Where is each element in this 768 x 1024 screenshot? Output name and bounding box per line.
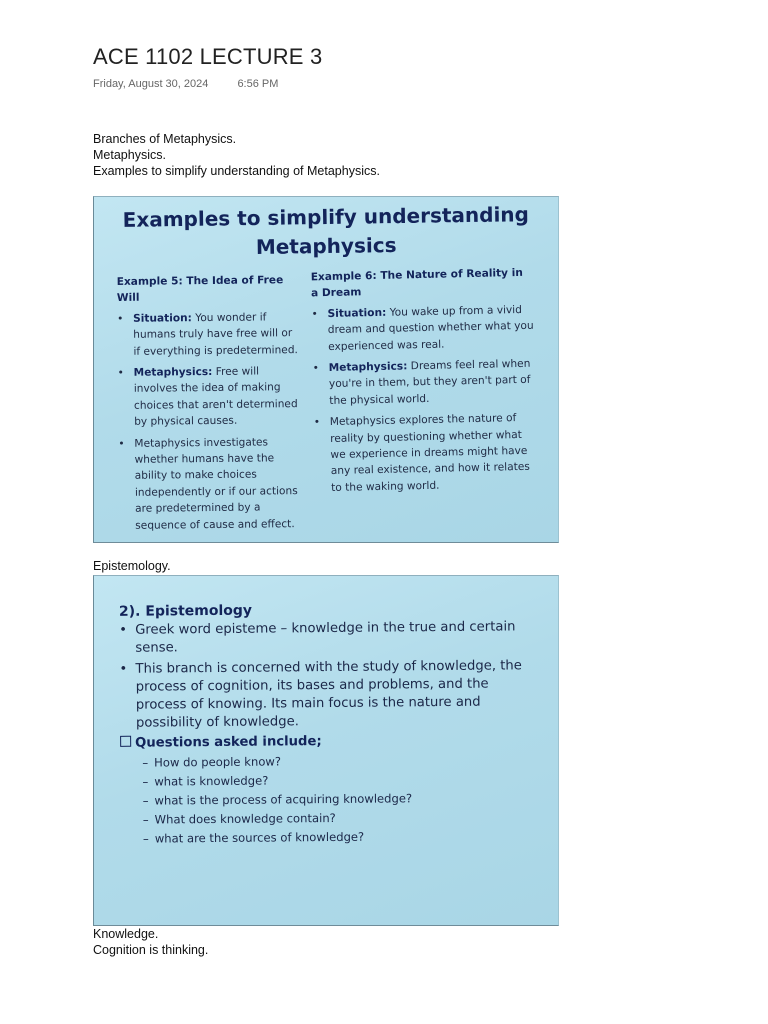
- column-heading: Example 5: The Idea of Free Will: [116, 274, 284, 305]
- slide-heading: [94, 200, 559, 264]
- note-epistemology: Epistemology.: [93, 559, 171, 573]
- column-heading: Example 6: The Nature of Reality in a Dream: [310, 266, 524, 300]
- bullet-text: You wonder if humans truly have free will or if everything is predetermined.: [133, 311, 298, 358]
- bullet-item: [314, 410, 538, 497]
- note-line: Knowledge.: [93, 927, 159, 941]
- slide-heading-line: Metaphysics: [255, 233, 397, 259]
- question-item: – what is the process of acquiring knowledge?: [143, 788, 541, 810]
- bullet-item: [311, 302, 534, 356]
- bullet-item: [312, 356, 535, 410]
- bullet-item: • Greek word episteme – knowledge in the true and certain sense.: [119, 618, 539, 658]
- bullet-label: Situation:: [327, 306, 387, 320]
- page-meta: [93, 78, 278, 90]
- bullet-text: Dreams feel real when you're in them, but they aren't part of the physical world.: [328, 357, 531, 407]
- checkbox-bullet-icon: [120, 736, 131, 747]
- bullet-label: Situation:: [133, 311, 192, 325]
- question-item: – what are the sources of knowledge?: [143, 826, 541, 848]
- bullet-item: [117, 309, 302, 360]
- bullet-text: Free will involves the idea of making choices that aren't determined by physical causes.: [133, 365, 298, 429]
- page-date: Friday, August 30, 2024: [93, 78, 209, 90]
- bullet-item: [118, 363, 303, 431]
- bullet-text: Metaphysics explores the nature of reality by questioning whether what we experience in dreams might have any real existence, and how it relates to the waking world.: [329, 412, 530, 494]
- question-item: – what is knowledge?: [142, 769, 540, 791]
- slide-column-dream-reality: [311, 265, 538, 502]
- note-block-bottom: [93, 926, 208, 958]
- bullet-text: Metaphysics investigates whether humans have the ability to make choices independently or if our actions are predetermined by a sequence of cause and effect.: [134, 436, 298, 532]
- page-title: ACE 1102 LECTURE 3: [93, 44, 323, 69]
- note-line: Metaphysics.: [93, 148, 166, 162]
- note-line: Cognition is thinking.: [93, 943, 209, 957]
- note-block-top: [93, 131, 380, 179]
- bullet-item: [118, 434, 303, 534]
- bullet-label: Metaphysics:: [328, 360, 408, 375]
- question-item: – What does knowledge contain?: [143, 807, 541, 829]
- slide-heading: 2). Epistemology: [118, 602, 253, 620]
- slide-heading-line: Examples to simplify understanding: [122, 202, 530, 232]
- note-line: Branches of Metaphysics.: [93, 132, 237, 146]
- slide-column-free-will: [117, 272, 304, 539]
- questions-heading: [120, 732, 540, 751]
- note-line: Examples to simplify understanding of Metaphysics.: [93, 164, 380, 178]
- slide-image-metaphysics-examples: [93, 196, 559, 543]
- questions-heading-text: Questions asked include;: [135, 733, 322, 751]
- bullet-label: Metaphysics:: [133, 366, 213, 379]
- bullet-text: You wake up from a vivid dream and question whether what you experienced was real.: [327, 303, 534, 353]
- slide-image-epistemology: [93, 575, 559, 926]
- page-time: 6:56 PM: [237, 78, 279, 90]
- question-item: – How do people know?: [142, 750, 540, 772]
- bullet-item: • This branch is concerned with the study of knowledge, the process of cognition, its bases and problems, and the process of knowing. Its main focus is the nature and possibility of knowledge.: [119, 657, 540, 734]
